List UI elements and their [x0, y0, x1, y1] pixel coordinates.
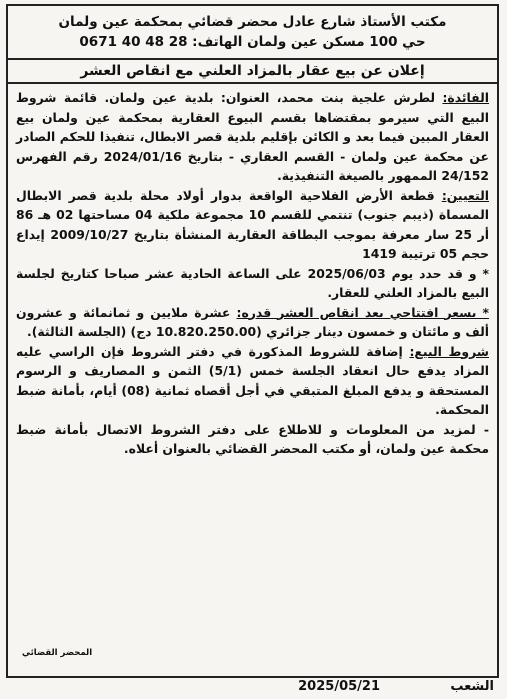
- sale-conditions-label: شروط البيع:: [409, 343, 489, 359]
- paragraph-sale-conditions: [16, 342, 489, 420]
- publication-footer: [120, 678, 500, 696]
- beneficiary-label: الفائدة:: [442, 90, 489, 105]
- office-name: مكتب الأستاذ شارع عادل محضر قضائي بمحكمة عين ولمان: [58, 14, 447, 30]
- signature: المحضر القضائي: [22, 648, 93, 658]
- beneficiary-text: لطرش علجية بنت محمد، العنوان: بلدية عين ولمان. قائمة شروط البيع التي سيرمو بمقتضاها بقسم البيوع العقارية بمحكمة عين ولمان بيع العقار المبين فيما بعد و الكائن بإقليم بلدية قصر الابطال، تنفيذا للحكم الصادر عن محكمة عين ولمان - القسم العقاري - بتاريخ 2024/01/16 رقم الفهرس 24/152 الممهور بالصيغة التنفيذية.: [16, 90, 489, 183]
- paragraph-beneficiary: [16, 88, 489, 186]
- newspaper-name: الشعب: [450, 679, 494, 694]
- paragraph-designation: [16, 186, 489, 264]
- office-address-phone: حي 100 مسكن عين ولمان الهاتف: 28 48 40 0671: [79, 34, 426, 50]
- paragraph-more-info: - لمزيد من المعلومات و للاطلاع على دفتر الشروط الاتصال بأمانة ضبط محكمة عين ولمان، أو مكتب المحضر القضائي بالعنوان أعلاه.: [16, 421, 489, 456]
- opening-price-text: عشرة ملايين و ثمانمائة و عشرون ألف و مائتان و خمسون دينار جزائري (10.820.250.00 دج) (الجلسة الثالثة).: [16, 304, 489, 339]
- designation-text: قطعة الأرض الفلاحية الواقعة بدوار أولاد محلة بلدية قصر الابطال المسماة (ذيبم جنوب) تنتمي للقسم 10 مجموعة ملكية 04 مساحتها 02 هـ 86 أر 25 سار معرفة بموجب البطاقة العقارية المنشأة بتاريخ 2009/10/27 إيداع حجم 05 ترتيبة 1419: [16, 187, 489, 261]
- designation-label: التعيين:: [441, 187, 489, 203]
- opening-price-label: * بسعر افتتاحي بعد انقاص العشر قدره:: [236, 304, 489, 320]
- announcement-title: إعلان عن بيع عقار بالمزاد العلني مع انقاص العشر: [8, 58, 497, 84]
- paragraph-opening-price: [16, 303, 489, 342]
- announcement-frame: [6, 4, 499, 678]
- paragraph-session-date: * و قد حدد يوم 2025/06/03 على الساعة الحادية عشر صباحا كتاريخ لجلسة البيع بالمزاد العلني للعقار.: [16, 265, 490, 300]
- sale-conditions-text: إضافة للشروط المذكورة في دفتر الشروط فإن الراسي عليه المزاد يدفع حال انعقاد الجلسة خمس (5/1) الثمن و المصاريف و الرسوم المستحقة و يدفع المبلغ المتبقي في أجل أقصاه ثمانية (08) أيام، بأمانة ضبط المحكمة.: [16, 343, 489, 417]
- publication-date: 2025/05/21: [298, 679, 380, 694]
